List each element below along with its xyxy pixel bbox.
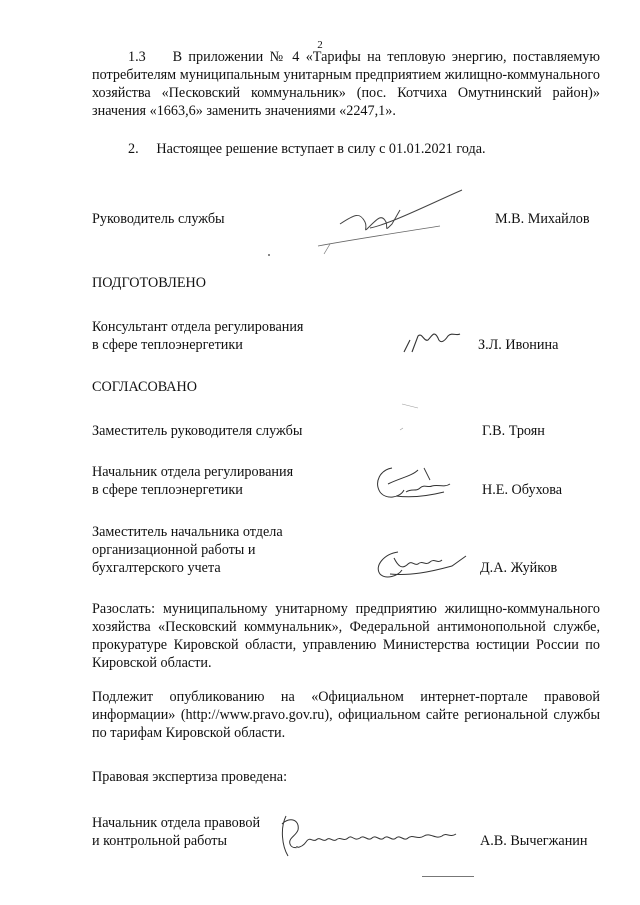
agreed-3-position-line2: организационной работы и bbox=[92, 542, 256, 558]
head-name: М.В. Михайлов bbox=[495, 211, 590, 227]
legal-position-line2: и контрольной работы bbox=[92, 833, 227, 849]
prepared-name: З.Л. Ивонина bbox=[478, 337, 559, 353]
agreed-2-position-line1: Начальник отдела регулирования bbox=[92, 464, 294, 480]
item-1-3-paragraph: 1.3 В приложении № 4 «Тарифы на тепловую энергию, поставляемую потребителям муниципальным унитарным предприятием жилищно-коммунального хозяйства «Песковский коммунальник» (пос. Котчиха Омутнинский район)» значения «1663,6» заменить значениями «2247,1». bbox=[92, 49, 600, 119]
publication-paragraph: Подлежит опубликованию на «Официальном интернет-портале правовой информации» (http://www.pravo.gov.ru), официальном сайте региональной службы по тарифам Кировской области. bbox=[92, 689, 600, 741]
agreed-3-position-line1: Заместитель начальника отдела bbox=[92, 524, 283, 540]
legal-review-label: Правовая экспертиза проведена: bbox=[92, 769, 288, 785]
scan-line bbox=[422, 876, 474, 877]
prepared-heading: ПОДГОТОВЛЕНО bbox=[92, 275, 206, 291]
head-signature-scribble bbox=[300, 184, 480, 264]
agreed-1-signature-mark bbox=[396, 398, 436, 438]
legal-name: А.В. Вычегжанин bbox=[480, 833, 588, 849]
agreed-1-name: Г.В. Троян bbox=[482, 423, 545, 439]
agreed-1-position: Заместитель руководителя службы bbox=[92, 423, 303, 439]
page-number: 2 bbox=[317, 39, 323, 51]
agreed-2-signature-scribble bbox=[366, 458, 466, 508]
agreed-3-signature-scribble bbox=[368, 544, 478, 584]
agreed-3-position-line3: бухгалтерского учета bbox=[92, 560, 221, 576]
agreed-heading: СОГЛАСОВАНО bbox=[92, 379, 198, 395]
prepared-position-line2: в сфере теплоэнергетики bbox=[92, 337, 243, 353]
agreed-2-position-line2: в сфере теплоэнергетики bbox=[92, 482, 243, 498]
distribution-paragraph: Разослать: муниципальному унитарному предприятию жилищно-коммунального хозяйства «Песковский коммунальник», Федеральной антимонопольной службе, прокуратуре Кировской области, управлению Министерства юстиции России по Кировской области. bbox=[92, 601, 600, 671]
legal-position-line1: Начальник отдела правовой bbox=[92, 815, 261, 831]
agreed-3-name: Д.А. Жуйков bbox=[480, 560, 558, 576]
prepared-signature-scribble bbox=[398, 322, 478, 358]
head-position: Руководитель службы bbox=[92, 211, 225, 227]
scan-dot bbox=[296, 846, 298, 848]
legal-signature-scribble bbox=[272, 806, 472, 866]
scan-dot bbox=[268, 254, 270, 256]
agreed-2-name: Н.Е. Обухова bbox=[482, 482, 563, 498]
item-2-paragraph: 2. Настоящее решение вступает в силу с 01.01.2021 года. bbox=[128, 141, 486, 157]
prepared-position-line1: Консультант отдела регулирования bbox=[92, 319, 304, 335]
